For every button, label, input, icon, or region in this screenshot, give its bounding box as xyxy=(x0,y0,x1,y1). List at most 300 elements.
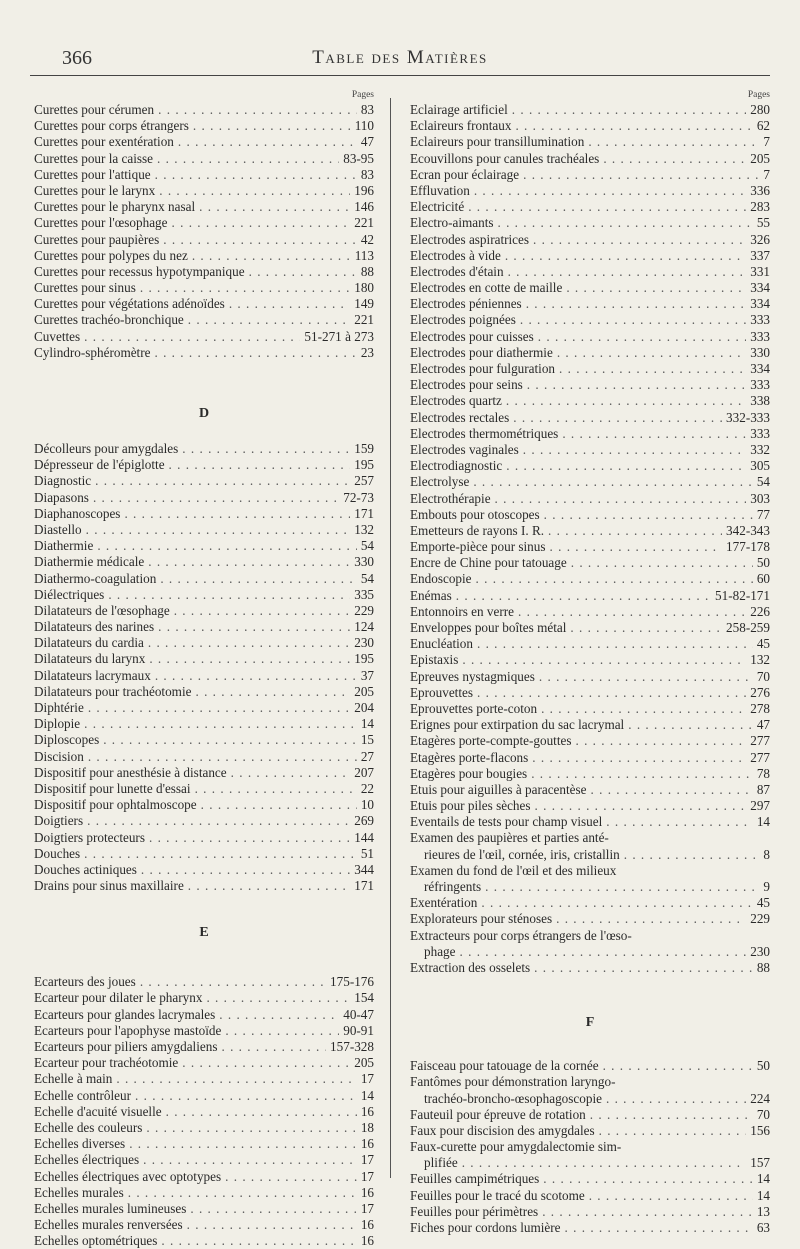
entry-page: 229 xyxy=(354,602,374,618)
index-entry xyxy=(34,878,374,894)
index-entry xyxy=(34,473,374,489)
entry-term: Doigtiers protecteurs xyxy=(34,829,145,845)
dot-leader xyxy=(88,700,350,716)
entry-page: 70 xyxy=(756,1106,770,1122)
dot-leader xyxy=(157,151,339,167)
entry-page: 90-91 xyxy=(343,1022,374,1038)
entries-c xyxy=(34,102,374,361)
entry-term: Cuvettes xyxy=(34,328,81,344)
entry-term: Echelle des couleurs xyxy=(34,1119,143,1135)
entry-term: Electricité xyxy=(410,199,465,215)
dot-leader xyxy=(190,1201,356,1217)
index-entry xyxy=(410,685,770,701)
dot-leader xyxy=(154,345,356,361)
entry-page: 330 xyxy=(750,344,770,360)
dot-leader xyxy=(206,990,350,1006)
entry-page: 15 xyxy=(360,732,374,748)
section-letter-d: D xyxy=(198,406,210,421)
index-entry xyxy=(410,167,770,183)
dot-leader xyxy=(591,782,753,798)
entry-page: 42 xyxy=(360,231,374,247)
entry-term: Echelles électriques xyxy=(34,1152,140,1168)
dot-leader xyxy=(518,604,746,620)
entry-term: Fauteuil pour épreuve de rotation xyxy=(410,1106,586,1122)
entry-page: 7 xyxy=(763,134,770,150)
entry-page: 280 xyxy=(750,102,770,117)
entry-term: Feuilles pour périmètres xyxy=(410,1203,539,1219)
index-entry xyxy=(34,102,374,118)
dot-leader xyxy=(219,1007,339,1023)
index-entry xyxy=(34,538,374,554)
entry-term: Ecarteurs pour l'apophyse mastoïde xyxy=(34,1022,222,1038)
dot-leader xyxy=(523,442,746,458)
index-entry xyxy=(34,716,374,732)
index-entry xyxy=(34,1185,374,1201)
index-entry xyxy=(410,766,770,782)
entry-term: Eprouvettes porte-coton xyxy=(410,700,538,716)
index-entry xyxy=(410,474,770,490)
entry-page: 9 xyxy=(763,879,770,894)
dot-leader xyxy=(526,296,747,312)
index-entry xyxy=(34,862,374,878)
dot-leader xyxy=(541,701,746,717)
column-divider xyxy=(390,98,391,1178)
dot-leader xyxy=(557,345,746,361)
index-entry xyxy=(34,1217,374,1233)
index-entry xyxy=(410,750,770,766)
dot-leader xyxy=(135,1088,357,1104)
dot-leader xyxy=(535,798,747,814)
entry-term: Curettes pour exentération xyxy=(34,134,174,150)
dot-leader xyxy=(201,797,357,813)
index-entry xyxy=(34,118,374,134)
dot-leader xyxy=(84,846,357,862)
entry-term: Diphtérie xyxy=(34,700,84,715)
entry-term: Curettes pour le pharynx nasal xyxy=(34,199,196,215)
entry-page: 88 xyxy=(360,263,374,279)
index-entry xyxy=(410,442,770,458)
dot-leader xyxy=(161,1233,356,1249)
entry-term: Feuilles campimétriques xyxy=(410,1171,540,1187)
entry-page: 77 xyxy=(756,506,770,522)
index-entry xyxy=(34,846,374,862)
index-entry xyxy=(34,651,374,667)
entry-page: 16 xyxy=(360,1136,374,1152)
entry-page: 45 xyxy=(756,895,770,911)
entry-page: 132 xyxy=(354,521,374,537)
index-entry xyxy=(34,635,374,651)
entry-page: 344 xyxy=(354,861,374,877)
index-entry xyxy=(410,1139,770,1155)
entry-page: 326 xyxy=(750,231,770,247)
dot-leader xyxy=(556,911,746,927)
dot-leader xyxy=(225,1169,357,1185)
index-entry xyxy=(34,781,374,797)
index-entry xyxy=(34,668,374,684)
entry-page: 331 xyxy=(750,263,770,279)
entry-page: 37 xyxy=(360,667,374,683)
entry-term: Electrodes pour fulguration xyxy=(410,361,556,376)
entry-term: Electrodes aspiratrices xyxy=(410,231,529,247)
entry-term: Extraction des osselets xyxy=(410,959,531,975)
dot-leader xyxy=(462,1155,747,1171)
entry-page: 54 xyxy=(360,538,374,554)
index-entry xyxy=(410,523,770,539)
entry-page: 10 xyxy=(360,797,374,813)
dot-leader xyxy=(508,264,747,280)
index-entry xyxy=(34,765,374,781)
right-column xyxy=(410,88,770,1236)
entry-page: 83 xyxy=(360,102,374,117)
entry-page: 278 xyxy=(750,700,770,716)
entry-page: 17 xyxy=(360,1200,374,1216)
entry-term: Electrodes en cotte de maille xyxy=(410,280,563,296)
dot-leader xyxy=(599,1123,747,1139)
entry-page: 14 xyxy=(756,1187,770,1203)
entry-page: 334 xyxy=(750,361,770,376)
dot-leader xyxy=(570,620,722,636)
entry-page: 175-176 xyxy=(330,974,374,990)
entry-term: Dilatateurs des narines xyxy=(34,619,155,635)
entry-term: rieures de l'œil, cornée, iris, cristallin xyxy=(424,846,620,862)
dot-leader xyxy=(116,1071,356,1087)
dot-leader xyxy=(195,684,350,700)
entry-page: 13 xyxy=(756,1203,770,1219)
entry-term: Drains pour sinus maxillaire xyxy=(34,878,184,894)
entry-term: Faux pour discision des amygdales xyxy=(410,1122,595,1138)
entry-page: 50 xyxy=(756,555,770,571)
index-entry xyxy=(34,700,374,716)
pages-label: Pages xyxy=(351,90,374,100)
index-entry xyxy=(410,863,770,879)
index-entry xyxy=(410,507,770,523)
index-entry xyxy=(34,1136,374,1152)
entry-term: Faux-curette pour amygdalectomie sim- xyxy=(410,1139,622,1155)
entry-page: 277 xyxy=(750,749,770,765)
dot-leader xyxy=(534,960,753,976)
section-letter-e: E xyxy=(199,925,209,941)
index-entry xyxy=(410,830,770,846)
entry-page: 7 xyxy=(763,166,770,182)
entry-page: 83 xyxy=(360,166,374,182)
pages-label: Pages xyxy=(747,90,770,100)
dot-leader xyxy=(97,538,356,554)
index-entry xyxy=(34,329,374,345)
section-letter-f: F xyxy=(585,1015,595,1031)
index-entry xyxy=(410,1107,770,1123)
entry-term: Electrodes thermométriques xyxy=(410,425,559,441)
index-entry xyxy=(34,813,374,829)
dot-leader xyxy=(148,635,350,651)
entry-page: 8 xyxy=(763,846,770,862)
entry-page: 22 xyxy=(360,780,374,796)
index-entry xyxy=(410,960,770,976)
dot-leader xyxy=(124,506,350,522)
entry-page: 54 xyxy=(756,474,770,490)
entry-term: Curettes pour corps étrangers xyxy=(34,118,189,134)
index-entry xyxy=(34,248,374,264)
dot-leader xyxy=(468,199,746,215)
index-entry xyxy=(34,974,374,990)
entry-page: 51-82-171 xyxy=(715,587,770,603)
dot-leader xyxy=(148,554,350,570)
entry-page: 229 xyxy=(750,911,770,927)
entry-term: Curettes pour l'œsophage xyxy=(34,215,168,231)
index-entry xyxy=(410,588,770,604)
entries-f xyxy=(410,1058,770,1236)
dot-leader xyxy=(603,1058,753,1074)
dot-leader xyxy=(533,232,746,248)
entry-term: Diathermie médicale xyxy=(34,554,145,570)
dot-leader xyxy=(575,733,746,749)
index-entry xyxy=(34,619,374,635)
dot-leader xyxy=(160,571,357,587)
entry-page: 177-178 xyxy=(726,539,770,555)
entry-page: 16 xyxy=(360,1184,374,1200)
entry-term: Echelle à main xyxy=(34,1071,113,1087)
entry-term: Ecarteur pour dilater le pharynx xyxy=(34,990,203,1006)
entry-term: Embouts pour otoscopes xyxy=(410,506,540,522)
entry-page: 305 xyxy=(750,458,770,474)
dot-leader xyxy=(543,1171,753,1187)
entry-term: Dilatateurs de l'œsophage xyxy=(34,602,170,618)
entry-page: 149 xyxy=(354,296,374,312)
entry-term: Erignes pour extirpation du sac lacrymal xyxy=(410,717,625,733)
index-entry xyxy=(410,248,770,264)
entry-term: Effluvation xyxy=(410,182,470,198)
index-entry xyxy=(34,1055,374,1071)
index-entry xyxy=(410,377,770,393)
entry-page: 269 xyxy=(354,813,374,829)
dot-leader xyxy=(141,862,350,878)
entry-page: 333 xyxy=(750,328,770,344)
index-entry xyxy=(410,312,770,328)
entry-term: Enveloppes pour boîtes métal xyxy=(410,620,567,635)
index-entry xyxy=(410,669,770,685)
index-entry xyxy=(410,1074,770,1090)
entry-term: Faisceau pour tatouage de la cornée xyxy=(410,1058,599,1074)
dot-leader xyxy=(84,329,300,345)
entry-term: Electrodes vaginales xyxy=(410,441,519,457)
entry-page: 332-333 xyxy=(726,409,770,425)
entry-page: 277 xyxy=(750,733,770,749)
index-entry xyxy=(34,1152,374,1168)
index-entry xyxy=(34,215,374,231)
entry-term: Diaphanoscopes xyxy=(34,505,121,521)
entry-page: 54 xyxy=(360,570,374,586)
dot-leader xyxy=(182,441,350,457)
index-entry xyxy=(34,603,374,619)
index-entry xyxy=(410,539,770,555)
entry-term: Endoscopie xyxy=(410,571,472,587)
dot-leader xyxy=(93,490,339,506)
entry-term: Echelles optométriques xyxy=(34,1233,158,1249)
entry-term: Echelles électriques avec optotypes xyxy=(34,1168,222,1184)
index-entry xyxy=(410,717,770,733)
entry-term: plifiée xyxy=(424,1155,458,1171)
entry-term: Electro-aimants xyxy=(410,215,494,231)
entry-page: 303 xyxy=(750,490,770,506)
dot-leader xyxy=(169,457,351,473)
entry-term: Décolleurs pour amygdales xyxy=(34,441,179,456)
entry-term: Ecarteur pour trachéotomie xyxy=(34,1055,179,1071)
entry-term: Douches xyxy=(34,845,81,861)
dot-leader xyxy=(87,813,350,829)
entry-page: 17 xyxy=(360,1071,374,1087)
entry-term: Dilatateurs du larynx xyxy=(34,651,146,667)
index-entry xyxy=(410,1204,770,1220)
dot-leader xyxy=(495,491,747,507)
entry-term: Electrodes rectales xyxy=(410,409,510,425)
entry-term: Dispositif pour ophtalmoscope xyxy=(34,797,197,813)
index-entry xyxy=(34,1201,374,1217)
entry-term: Discision xyxy=(34,748,84,764)
index-entry xyxy=(34,441,374,457)
entries-d xyxy=(34,441,374,894)
dot-leader xyxy=(628,717,753,733)
index-entry xyxy=(410,361,770,377)
entry-term: Extracteurs pour corps étrangers de l'œso- xyxy=(410,927,632,943)
entry-page: 196 xyxy=(354,182,374,198)
dot-leader xyxy=(86,522,351,538)
dot-leader xyxy=(548,523,722,539)
entry-term: Emporte-pièce pour sinus xyxy=(410,539,546,555)
entry-page: 221 xyxy=(354,312,374,328)
entry-term: Echelle contrôleur xyxy=(34,1087,132,1103)
entry-page: 83-95 xyxy=(343,150,374,166)
dot-leader xyxy=(532,750,746,766)
index-entry xyxy=(410,458,770,474)
index-entry xyxy=(410,911,770,927)
entry-page: 18 xyxy=(360,1119,374,1135)
dot-leader xyxy=(520,312,746,328)
entry-page: 180 xyxy=(354,280,374,296)
index-entry xyxy=(34,280,374,296)
entry-term: Diapasons xyxy=(34,489,89,505)
index-entry xyxy=(34,296,374,312)
entry-page: 72-73 xyxy=(343,489,374,505)
index-entry xyxy=(410,393,770,409)
index-entry xyxy=(34,1007,374,1023)
dot-leader xyxy=(166,1104,357,1120)
index-entry xyxy=(410,1058,770,1074)
entry-term: Electrolyse xyxy=(410,474,470,490)
entry-page: 62 xyxy=(756,118,770,134)
entry-page: 336 xyxy=(750,182,770,198)
index-entry xyxy=(410,555,770,571)
entry-page: 14 xyxy=(360,1087,374,1103)
dot-leader xyxy=(590,1107,753,1123)
entry-page: 17 xyxy=(360,1152,374,1168)
entry-term: Ecarteurs pour glandes lacrymales xyxy=(34,1006,216,1022)
dot-leader xyxy=(146,1120,356,1136)
entry-term: Etagères porte-flacons xyxy=(410,749,529,765)
index-entry xyxy=(34,1088,374,1104)
index-entry xyxy=(34,506,374,522)
index-entry xyxy=(34,684,374,700)
entry-term: Examen des paupières et parties anté- xyxy=(410,830,609,846)
entry-term: phage xyxy=(424,943,456,959)
dot-leader xyxy=(231,765,351,781)
dot-leader xyxy=(95,473,350,489)
running-title: Table des Matières xyxy=(312,47,488,68)
entry-page: 40-47 xyxy=(343,1006,374,1022)
dot-leader xyxy=(474,183,746,199)
dot-leader xyxy=(473,474,752,490)
dot-leader xyxy=(460,944,747,960)
entry-term: Etuis pour aiguilles à paracentèse xyxy=(410,781,587,797)
dot-leader xyxy=(531,766,753,782)
index-entry xyxy=(34,749,374,765)
dot-leader xyxy=(606,814,753,830)
entry-term: Electrodiagnostic xyxy=(410,458,503,474)
dot-leader xyxy=(143,1152,357,1168)
entry-page: 195 xyxy=(354,651,374,667)
entry-page: 333 xyxy=(750,425,770,441)
entry-term: Electrodes pour diathermie xyxy=(410,344,553,360)
dot-leader xyxy=(182,1055,350,1071)
dot-leader xyxy=(506,393,746,409)
entry-term: Curettes pour polypes du nez xyxy=(34,247,188,263)
index-entry xyxy=(410,491,770,507)
index-entry xyxy=(34,990,374,1006)
entry-term: Fantômes pour démonstration laryngo- xyxy=(410,1074,616,1090)
entry-term: Ecran pour éclairage xyxy=(410,166,520,182)
dot-leader xyxy=(193,118,351,134)
entry-term: Echelles murales xyxy=(34,1184,124,1200)
index-entry xyxy=(410,814,770,830)
index-entry xyxy=(410,151,770,167)
index-entry xyxy=(410,944,770,960)
dot-leader xyxy=(195,781,357,797)
index-entry xyxy=(34,312,374,328)
entry-term: Curettes pour sinus xyxy=(34,280,136,296)
entry-page: 171 xyxy=(354,505,374,521)
index-entry xyxy=(410,733,770,749)
dot-leader xyxy=(229,296,350,312)
dot-leader xyxy=(477,685,746,701)
entry-page: 14 xyxy=(756,814,770,830)
entry-term: Enémas xyxy=(410,587,452,603)
dot-leader xyxy=(84,716,357,732)
entry-page: 156 xyxy=(750,1122,770,1138)
entry-page: 78 xyxy=(756,765,770,781)
entry-page: 113 xyxy=(354,247,374,263)
index-entry xyxy=(34,1169,374,1185)
entry-term: Diplopie xyxy=(34,716,81,732)
index-entry xyxy=(34,183,374,199)
entry-term: Ecarteurs pour piliers amygdaliens xyxy=(34,1039,218,1054)
entry-term: Examen du fond de l'œil et des milieux xyxy=(410,862,617,878)
dot-leader xyxy=(199,199,350,215)
entry-page: 337 xyxy=(750,247,770,263)
entry-term: Curettes pour l'attique xyxy=(34,166,151,182)
entry-page: 342-343 xyxy=(726,522,770,538)
dot-leader xyxy=(159,183,350,199)
entry-term: Electrodes quartz xyxy=(410,393,502,409)
entry-page: 14 xyxy=(360,716,374,732)
entry-term: Electrothérapie xyxy=(410,490,491,506)
index-entry xyxy=(34,830,374,846)
index-entry xyxy=(34,1233,374,1249)
entry-term: Electrodes à vide xyxy=(410,247,501,263)
dot-leader xyxy=(565,1220,753,1236)
entry-page: 146 xyxy=(354,199,374,215)
entry-page: 332 xyxy=(750,441,770,457)
dot-leader xyxy=(249,264,357,280)
entry-page: 124 xyxy=(354,619,374,635)
entry-page: 14 xyxy=(756,1171,770,1187)
